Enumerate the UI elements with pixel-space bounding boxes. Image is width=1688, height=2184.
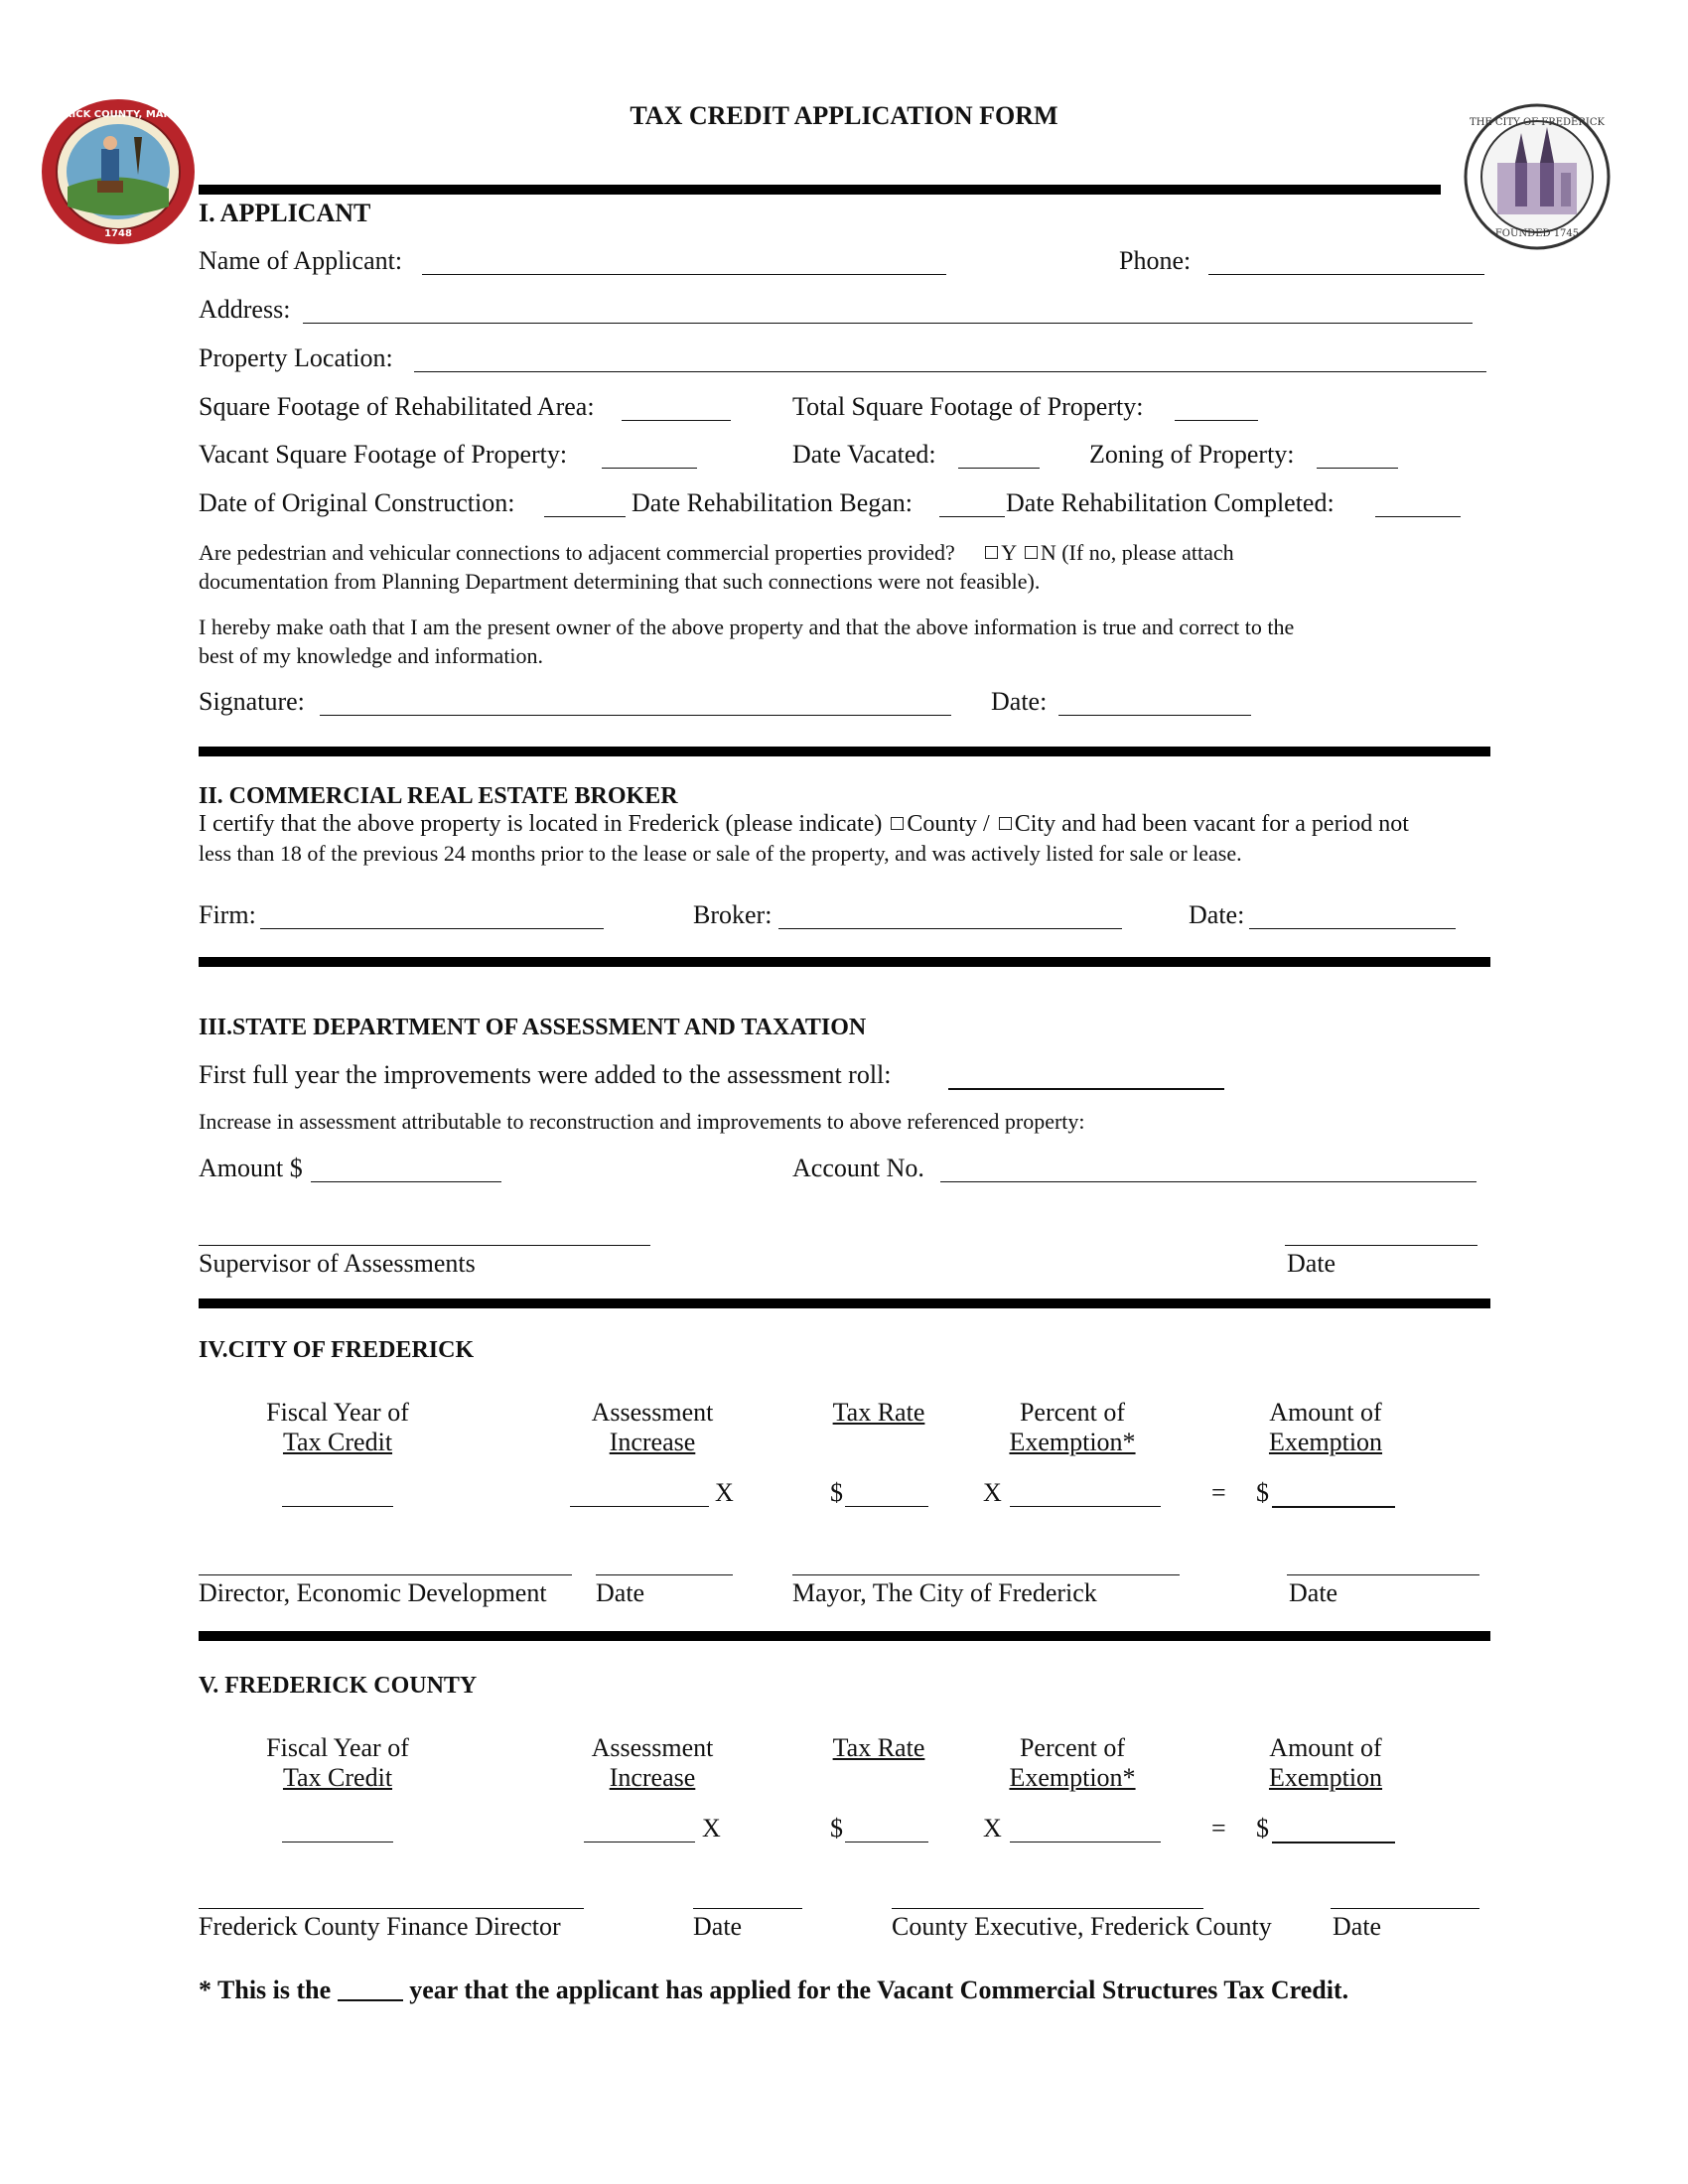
city-checkbox[interactable]: [999, 817, 1012, 830]
address-label: Address:: [199, 295, 291, 324]
supervisor-date-field[interactable]: [1285, 1245, 1477, 1246]
county-col-percent-line1: Percent of: [1019, 1733, 1126, 1762]
city-seal-text: THE CITY OF FREDERICK: [1470, 117, 1605, 128]
section-heading-sdat: III.STATE DEPARTMENT OF ASSESSMENT AND TAXATION: [199, 1015, 867, 1040]
first-year-label: First full year the improvements were added to the assessment roll:: [199, 1060, 892, 1089]
connections-documentation-note: documentation from Planning Department determining that such connections were not feasible).: [199, 569, 1041, 594]
city-col-percent-line1: Percent of: [1019, 1398, 1126, 1427]
city-col-amount-line2: Exemption: [1268, 1428, 1383, 1456]
city-seal-founded: FOUNDED 1745: [1494, 228, 1580, 239]
frederick-county-seal-icon: [28, 97, 209, 246]
broker-field[interactable]: [778, 928, 1122, 929]
amount-label: Amount $: [199, 1154, 303, 1182]
broker-certify-text: I certify that the above property is located in Frederick (please indicate): [199, 811, 883, 837]
section-heading-broker: II. COMMERCIAL REAL ESTATE BROKER: [199, 783, 678, 809]
county-multiply-sign-2: X: [983, 1814, 1002, 1843]
mayor-label: Mayor, The City of Frederick: [792, 1578, 1097, 1607]
rehab-completed-label: Date Rehabilitation Completed:: [1006, 488, 1335, 517]
city-amount-dollar-sign: $: [1256, 1478, 1269, 1507]
county-executive-signature-field[interactable]: [892, 1908, 1203, 1909]
county-col-amount: [1236, 1733, 1415, 1793]
signature-label: Signature:: [199, 687, 305, 716]
firm-field[interactable]: [260, 928, 604, 929]
date-vacated-label: Date Vacated:: [792, 440, 936, 469]
city-dollar-sign: $: [830, 1478, 843, 1507]
city-multiply-sign: X: [715, 1478, 734, 1507]
city-percent-field[interactable]: [1010, 1506, 1161, 1507]
mayor-date-field[interactable]: [1287, 1574, 1479, 1575]
county-col-fiscal-year-line2: Tax Credit: [282, 1763, 393, 1792]
finance-director-label: Frederick County Finance Director: [199, 1912, 561, 1941]
connections-question-text: Are pedestrian and vehicular connections to adjacent commercial properties provided?: [199, 540, 955, 565]
connections-yes-checkbox[interactable]: [985, 546, 998, 559]
county-col-amount-line2: Exemption: [1268, 1763, 1383, 1792]
city-multiply-sign-2: X: [983, 1478, 1002, 1507]
city-col-fiscal-year: [218, 1398, 457, 1457]
county-executive-date-label: Date: [1333, 1912, 1382, 1941]
increase-label: Increase in assessment attributable to reconstruction and improvements to above referenced property:: [199, 1109, 1085, 1134]
broker-label: Broker:: [693, 900, 773, 929]
county-seal-text: FREDERICK COUNTY, MARYLAND: [28, 109, 209, 120]
county-multiply-sign: X: [702, 1814, 721, 1843]
supervisor-label: Supervisor of Assessments: [199, 1249, 476, 1278]
city-col-tax-rate: Tax Rate: [832, 1398, 925, 1427]
section-heading-city: IV.CITY OF FREDERICK: [199, 1337, 475, 1363]
supervisor-signature-field[interactable]: [199, 1245, 650, 1246]
city-col-percent: [983, 1398, 1162, 1457]
section-heading-county: V. FREDERICK COUNTY: [199, 1673, 478, 1699]
property-location-field[interactable]: [414, 371, 1486, 372]
rehab-completed-field[interactable]: [1375, 516, 1461, 517]
connections-no-label: N: [1040, 540, 1056, 565]
broker-date-label: Date:: [1189, 900, 1245, 929]
mayor-date-label: Date: [1289, 1578, 1338, 1607]
county-col-fiscal-year-line1: Fiscal Year of: [266, 1733, 409, 1762]
mayor-signature-field[interactable]: [792, 1574, 1180, 1575]
city-col-assessment: [553, 1398, 752, 1457]
sqft-rehab-label: Square Footage of Rehabilitated Area:: [199, 392, 595, 421]
oath-text-line2: best of my knowledge and information.: [199, 643, 544, 668]
zoning-label: Zoning of Property:: [1089, 440, 1295, 469]
vacant-sqft-label: Vacant Square Footage of Property:: [199, 440, 568, 469]
county-equals-sign: =: [1211, 1814, 1226, 1843]
director-label: Director, Economic Development: [199, 1578, 547, 1607]
section-divider: [199, 1631, 1490, 1641]
city-col-assessment-line1: Assessment: [591, 1398, 714, 1427]
section-divider: [199, 747, 1490, 756]
form-title: TAX CREDIT APPLICATION FORM: [630, 101, 1058, 130]
county-col-assessment-line1: Assessment: [591, 1733, 714, 1762]
application-year-field[interactable]: [338, 1999, 403, 2001]
vacant-sqft-field[interactable]: [602, 468, 697, 469]
city-tax-rate-field[interactable]: [845, 1506, 928, 1507]
county-executive-date-field[interactable]: [1331, 1908, 1479, 1909]
footnote-text-a: * This is the: [199, 1976, 332, 2004]
county-col-assessment-line2: Increase: [609, 1763, 696, 1792]
county-percent-field[interactable]: [1010, 1842, 1161, 1843]
name-label: Name of Applicant:: [199, 246, 403, 275]
county-seal-year: 1748: [104, 228, 132, 239]
county-executive-label: County Executive, Frederick County: [892, 1912, 1272, 1941]
finance-director-date-field[interactable]: [693, 1908, 802, 1909]
city-amount-field[interactable]: [1272, 1506, 1395, 1508]
account-field[interactable]: [940, 1181, 1477, 1182]
amount-field[interactable]: [311, 1181, 501, 1182]
city-col-amount-line1: Amount of: [1269, 1398, 1382, 1427]
footnote: [199, 1976, 1348, 2005]
broker-date-field[interactable]: [1249, 928, 1456, 929]
director-date-label: Date: [596, 1578, 645, 1607]
total-sqft-label: Total Square Footage of Property:: [792, 392, 1144, 421]
orig-construction-label: Date of Original Construction:: [199, 488, 515, 517]
city-assessment-field[interactable]: [570, 1506, 709, 1507]
connections-no-checkbox[interactable]: [1025, 546, 1038, 559]
section-heading-applicant: I. APPLICANT: [199, 199, 371, 227]
phone-field[interactable]: [1208, 274, 1484, 275]
footnote-text-b: year that the applicant has applied for the Vacant Commercial Structures Tax Credit.: [409, 1976, 1349, 2004]
county-col-fiscal-year: [218, 1733, 457, 1793]
zoning-field[interactable]: [1317, 468, 1398, 469]
city-col-fiscal-year-line2: Tax Credit: [282, 1428, 393, 1456]
county-tax-rate-field[interactable]: [845, 1842, 928, 1843]
section-divider: [199, 1298, 1490, 1308]
orig-construction-field[interactable]: [544, 516, 626, 517]
county-checkbox[interactable]: [891, 817, 904, 830]
city-col-fiscal-year-line1: Fiscal Year of: [266, 1398, 409, 1427]
county-col-percent: [983, 1733, 1162, 1793]
oath-text-line1: I hereby make oath that I am the present owner of the above property and that the above information is true and correct to the: [199, 614, 1295, 639]
city-col-amount: [1236, 1398, 1415, 1457]
signature-field[interactable]: [320, 715, 951, 716]
section-divider: [199, 185, 1441, 195]
director-date-field[interactable]: [596, 1574, 733, 1575]
city-col-assessment-line2: Increase: [609, 1428, 696, 1456]
sqft-rehab-field[interactable]: [622, 420, 731, 421]
firm-label: Firm:: [199, 900, 256, 929]
county-assessment-field[interactable]: [584, 1842, 695, 1843]
county-amount-field[interactable]: [1272, 1842, 1395, 1843]
county-col-assessment: [553, 1733, 752, 1793]
address-field[interactable]: [303, 323, 1473, 324]
county-col-tax-rate: Tax Rate: [832, 1733, 925, 1762]
supervisor-date-label: Date: [1287, 1249, 1336, 1278]
connections-attach-note: (If no, please attach: [1061, 540, 1234, 565]
county-amount-dollar-sign: $: [1256, 1814, 1269, 1843]
county-col-percent-line2: Exemption*: [1009, 1763, 1136, 1792]
rehab-began-label: Date Rehabilitation Began:: [632, 488, 914, 517]
connections-yes-label: Y: [1001, 540, 1017, 565]
section-divider: [199, 957, 1490, 967]
county-fiscal-year-field[interactable]: [282, 1842, 393, 1843]
property-location-label: Property Location:: [199, 343, 393, 372]
finance-director-signature-field[interactable]: [199, 1908, 584, 1909]
broker-certify-line2: less than 18 of the previous 24 months prior to the lease or sale of the property, and was actively listed for sale or lease.: [199, 841, 1242, 866]
city-option-label: City and had been vacant for a period not: [1014, 811, 1409, 837]
signature-date-label: Date:: [991, 687, 1048, 716]
city-col-percent-line2: Exemption*: [1009, 1428, 1136, 1456]
county-col-amount-line1: Amount of: [1269, 1733, 1382, 1762]
first-year-field[interactable]: [948, 1088, 1224, 1090]
date-vacated-field[interactable]: [958, 468, 1040, 469]
broker-certify-line1: [199, 811, 1409, 838]
account-label: Account No.: [792, 1154, 924, 1182]
name-field[interactable]: [422, 274, 946, 275]
county-option-label: County /: [907, 811, 990, 837]
city-of-frederick-seal-icon: [1464, 103, 1611, 250]
rehab-began-field[interactable]: [939, 516, 1005, 517]
signature-date-field[interactable]: [1058, 715, 1251, 716]
connections-question: [199, 540, 1234, 566]
phone-label: Phone:: [1119, 246, 1192, 275]
finance-director-date-label: Date: [693, 1912, 743, 1941]
city-fiscal-year-field[interactable]: [282, 1506, 393, 1507]
city-equals-sign: =: [1211, 1478, 1226, 1507]
county-dollar-sign: $: [830, 1814, 843, 1843]
total-sqft-field[interactable]: [1175, 420, 1258, 421]
director-signature-field[interactable]: [199, 1574, 572, 1575]
